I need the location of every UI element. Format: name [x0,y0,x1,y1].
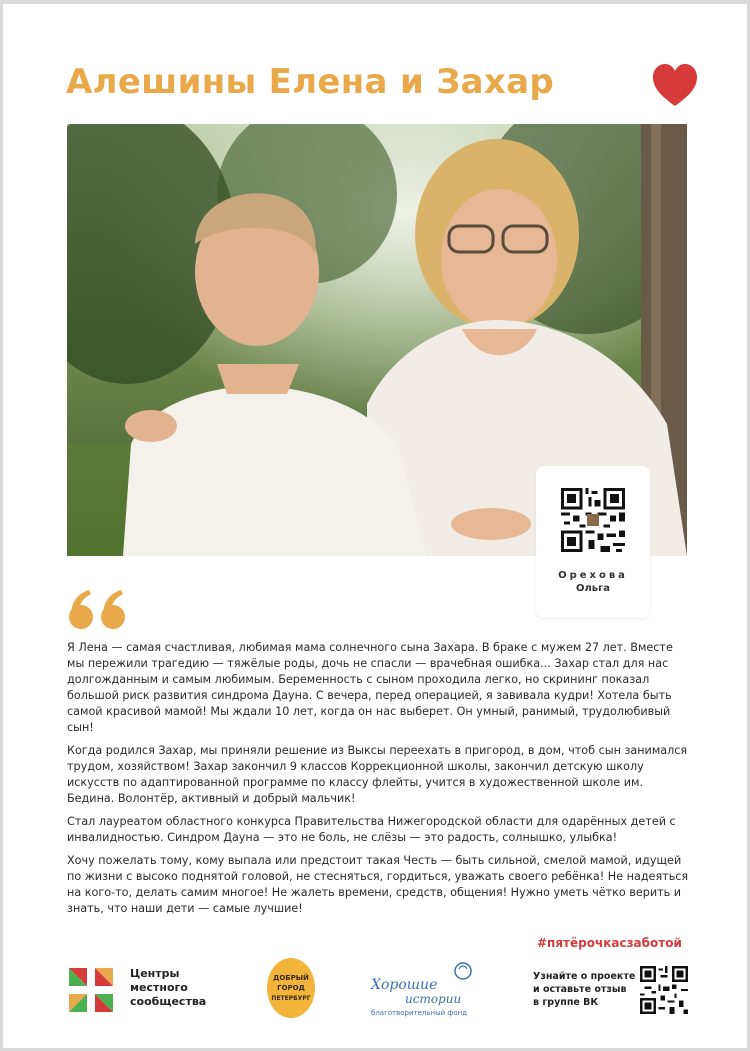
svg-text:ГОРОД: ГОРОД [277,984,305,992]
svg-text:ДОБРЫЙ: ДОБРЫЙ [273,974,309,982]
vk-group-invite: Узнайте о проекте и оставьте отзыв в группе ВК [533,971,636,1008]
svg-text:истории: истории [405,992,462,1006]
svg-text:благотворительный фонд: благотворительный фонд [371,1009,468,1017]
qr-code-icon[interactable] [561,488,625,552]
photographer-second-name: Ольга [575,583,611,594]
hashtag-link[interactable]: #пятёрочкасзаботой [537,936,682,950]
svg-text:Хорошие: Хорошие [371,977,438,993]
photographer-first-name: Орехова [558,570,628,581]
community-centers-label: Центры местного сообщества [130,967,207,1008]
good-stories-fund-logo-icon [365,959,483,1019]
vk-qr-code-icon[interactable] [640,966,688,1014]
heart-icon [651,62,699,108]
dobry-gorod-logo-icon [265,956,317,1020]
quote-icon [67,590,129,632]
page-title: Алешины Елена и Захар [66,62,555,102]
poster-sheet [3,4,747,1048]
story-paragraph: Я Лена — самая счастливая, любимая мама солнечного сына Захара. В браке с мужем 27 лет. Вместе мы пережили трагедию — тяжёлые роды, дочь не спасли — врачебная ошибка... Захар стал для нас долгожданным и самым любимым. Беременность с сыном проходила легко, но скрининг показал большой риск развития синдрома Дауна. С вечера, перед операцией, я завивала кудри! Хотела быть самой красивой мамой! Мы ждали 10 лет, когда он нас выберет. Он умный, ранимый, трудолюбивый сын! [67,641,673,734]
photographer-card [536,466,650,618]
story-text [67,640,693,924]
story-paragraph: Хочу пожелать тому, кому выпала или предстоит такая Честь — быть сильной, смелой мамой, идущей по жизни с высоко поднятой головой, не стесняться, гордиться, уважать своего ребёнка! Не надеяться на кого-то, делать самим многое! Не жалеть времени, средств, общения! Нужно уметь чётко верить и знать, что наши дети — самые лучшие! [67,854,689,915]
community-centers-logo-icon [67,966,115,1014]
story-paragraph: Когда родился Захар, мы приняли решение из Выксы переехать в пригород, в дом, чтоб сын занимался трудом, хозяйством! Захар закончил 9 классов Коррекционной школы, закончил детскую школу искусств по адаптированной программе по классу флейты, учится в художественной школе им. Бедина. Волонтёр, активный и добрый мальчик! [67,744,688,805]
story-paragraph: Стал лауреатом областного конкурса Правительства Нижегородской области для одарённых детей с инвалидностью. Синдром Дауна — это не боль, не слёзы — это радость, солнышко, улыбка! [67,815,676,844]
svg-text:ПЕТЕРБУРГ: ПЕТЕРБУРГ [271,995,311,1002]
